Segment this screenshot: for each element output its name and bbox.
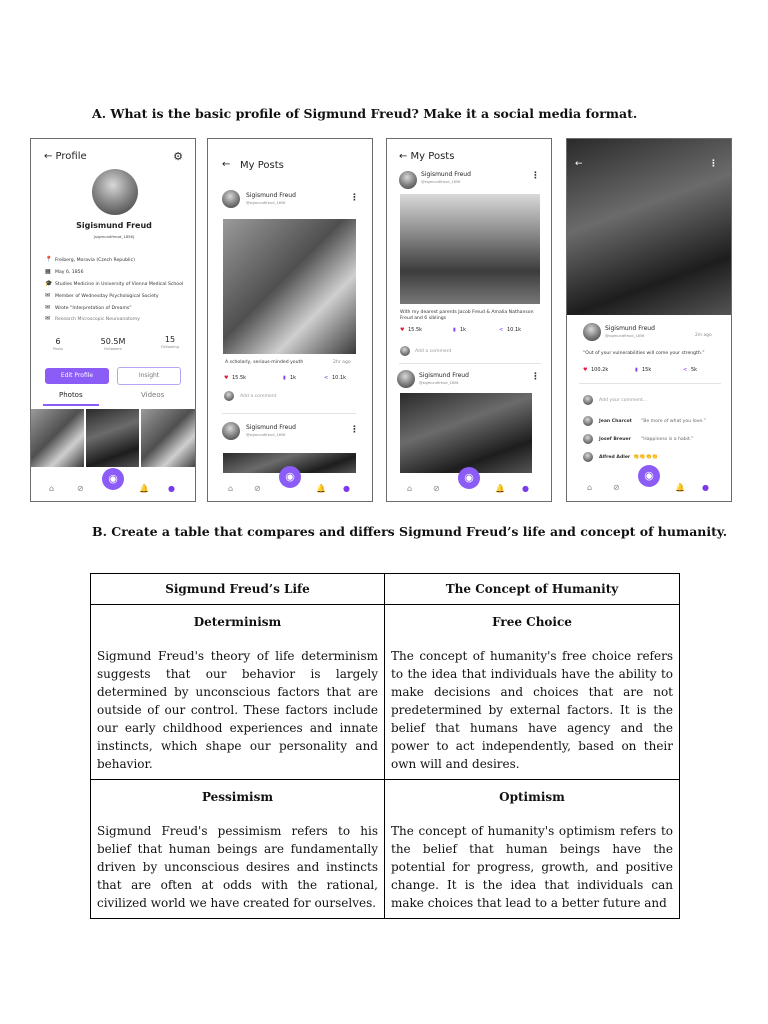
user-icon[interactable]: ● — [168, 484, 175, 493]
posts-title: My Posts — [240, 160, 284, 171]
post-handle: @sigmundfreud_1856 — [421, 180, 461, 184]
divider — [222, 413, 356, 414]
post-handle: @sigmundfreud_1856 — [246, 433, 286, 437]
more-vert-icon[interactable]: ⋮ — [350, 193, 359, 203]
table-row — [91, 605, 680, 780]
share-icon[interactable]: < — [324, 375, 329, 381]
avatar — [583, 395, 593, 405]
home-icon[interactable]: ⌂ — [407, 484, 413, 493]
gallery-photo[interactable] — [31, 409, 84, 467]
post-quote: “Out of your vulnerabilities will come your strength.” — [583, 351, 705, 356]
table-cell — [91, 780, 385, 919]
table-header-life: Sigmund Freud’s Life — [91, 574, 385, 605]
avatar — [222, 190, 240, 208]
gallery-photo[interactable] — [141, 409, 196, 467]
phone-profile — [30, 138, 196, 502]
info-birthplace: Freiberg, Moravia (Czech Republic) — [55, 258, 135, 263]
cell-text-determinism: Sigmund Freud's theory of life determinism suggests that our behavior is largely determined by unconscious factors that are outside of our control. These factors include our early childhood experiences and innate instincts, which shape our personality and behavior. — [97, 649, 378, 771]
heart-icon[interactable]: ♥ — [400, 327, 405, 333]
like-count: 100.2k — [591, 367, 609, 373]
table-cell — [385, 780, 680, 919]
bookmark-icon[interactable]: ▮ — [453, 327, 456, 333]
save-count: 1k — [460, 327, 467, 333]
more-vert-icon[interactable]: ⋮ — [531, 171, 540, 181]
post-handle: @sigmundfreud_1856 — [605, 334, 645, 338]
insight-button[interactable]: Insight — [117, 367, 181, 385]
table-cell — [385, 605, 680, 780]
avatar — [400, 346, 410, 356]
mail-icon: ✉ — [45, 292, 51, 299]
bell-icon[interactable]: 🔔 — [495, 484, 505, 493]
cell-title-optimism: Optimism — [499, 790, 565, 804]
comment-input[interactable]: Add a comment — [240, 394, 277, 399]
bell-icon[interactable]: 🔔 — [316, 484, 326, 493]
stat-followers-value: 50.5M — [100, 337, 126, 346]
post-author: Sigismund Freud — [605, 325, 655, 332]
post-handle: @sigmundfreud_1856 — [246, 201, 286, 205]
post-handle: @sigmundfreud_1856 — [419, 381, 459, 385]
cell-title-pessimism: Pessimism — [201, 790, 274, 804]
comment-text: “Be more of what you love.” — [641, 419, 707, 424]
user-icon[interactable]: ● — [522, 484, 529, 493]
profile-title: ← Profile — [44, 151, 87, 162]
location-icon: 📍 — [45, 256, 53, 263]
share-count: 5k — [691, 367, 698, 373]
posts-title: ← My Posts — [399, 151, 455, 162]
avatar — [222, 422, 240, 440]
stat-posts-value: 6 — [55, 337, 61, 346]
home-icon[interactable]: ⌂ — [587, 483, 593, 492]
heart-icon[interactable]: ♥ — [224, 375, 229, 381]
avatar — [397, 370, 415, 388]
question-a: A. What is the basic profile of Sigmund Freud? Make it a social media format. — [92, 106, 638, 121]
compass-icon[interactable]: ⊘ — [433, 484, 440, 493]
table-header-humanity: The Concept of Humanity — [385, 574, 680, 605]
gallery-photo[interactable] — [86, 409, 139, 467]
phone-my-posts — [207, 138, 373, 502]
phone-post-detail — [566, 138, 732, 502]
camera-icon[interactable]: ◉ — [102, 468, 124, 490]
tab-photos[interactable]: Photos — [59, 391, 83, 399]
share-icon[interactable]: < — [683, 367, 688, 373]
camera-icon[interactable]: ◉ — [458, 467, 480, 489]
post-caption: A scholarly, serious-minded youth — [225, 360, 304, 365]
post-time: 2m ago — [695, 333, 712, 338]
post-author: Sigismund Freud — [421, 171, 471, 178]
stat-followers — [93, 337, 133, 351]
tab-indicator — [43, 404, 99, 406]
save-count: 15k — [642, 367, 652, 373]
camera-icon[interactable]: ◉ — [638, 465, 660, 487]
post-image[interactable] — [400, 194, 540, 304]
comment-author: Josef Breuer — [599, 437, 631, 442]
info-member: Member of Wednesday Psychological Society — [55, 294, 159, 299]
bookmark-icon[interactable]: ▮ — [635, 367, 638, 373]
mail-icon: ✉ — [45, 315, 51, 322]
cell-text-free-choice: The concept of humanity's free choice refers to the idea that individuals have the ability to make decisions and choices that are not predetermined by external factors. It is the belief that humans have agency and the power to act independently, based on their own will and desires. — [391, 649, 673, 771]
cell-text-pessimism: Sigmund Freud's pessimism refers to his belief that human beings are fundamentally driven by unconscious desires and instincts that are often at odds with the rational, civilized world we have created for ourselves. — [97, 824, 378, 910]
calendar-icon: ▦ — [45, 268, 51, 275]
bookmark-icon[interactable]: ▮ — [283, 375, 286, 381]
stat-posts — [43, 337, 73, 351]
info-studies: Studies Medicine in University of Vienna Medical School — [55, 282, 184, 287]
info-research: Research Microscopic Neuroanatomy — [55, 317, 140, 322]
user-icon[interactable]: ● — [702, 483, 709, 492]
avatar — [399, 171, 417, 189]
post-image[interactable] — [400, 393, 532, 473]
like-count: 15.5k — [232, 375, 247, 381]
compass-icon[interactable]: ⊘ — [254, 484, 261, 493]
stat-following-label: Following — [161, 344, 179, 349]
cell-text-optimism: The concept of humanity's optimism refers to the belief that human beings have the potential for progress, growth, and positive change. It is the idea that individuals can make choices that lead to a better future and — [391, 824, 673, 910]
avatar — [583, 323, 601, 341]
comment-input[interactable]: Add a comment — [415, 349, 452, 354]
like-count: 15.5k — [408, 327, 423, 333]
divider — [399, 363, 541, 364]
more-vert-icon[interactable]: ⋮ — [531, 372, 540, 382]
stat-following — [155, 335, 185, 349]
share-icon[interactable]: < — [499, 327, 504, 333]
comment-text: 👏👏👏👏 — [633, 454, 658, 460]
edit-profile-button[interactable]: Edit Profile — [45, 368, 109, 384]
compass-icon[interactable]: ⊘ — [77, 484, 84, 493]
profile-name: Sigismund Freud — [76, 221, 152, 230]
divider — [579, 383, 721, 384]
post-author: Sigismund Freud — [246, 192, 296, 199]
save-count: 1k — [290, 375, 297, 381]
more-vert-icon[interactable]: ⋮ — [709, 159, 718, 169]
bell-icon[interactable]: 🔔 — [675, 483, 685, 492]
cell-title-determinism: Determinism — [193, 615, 282, 629]
comment-input[interactable]: Add your comment... — [599, 398, 648, 403]
more-vert-icon[interactable]: ⋮ — [350, 425, 359, 435]
share-count: 10.1k — [332, 375, 347, 381]
gear-icon[interactable]: ⚙ — [173, 150, 183, 163]
info-birthdate: May 6, 1856 — [55, 270, 84, 275]
comparison-table — [90, 573, 680, 919]
back-arrow-icon[interactable]: ← — [222, 159, 231, 170]
heart-icon[interactable]: ♥ — [583, 367, 588, 373]
post-image[interactable] — [223, 219, 356, 354]
question-b: B. Create a table that compares and differs Sigmund Freud’s life and concept of humanity. — [92, 524, 728, 539]
post-author: Sigismund Freud — [246, 424, 296, 431]
stat-posts-label: Posts — [53, 346, 63, 351]
user-icon[interactable]: ● — [343, 484, 350, 493]
camera-icon[interactable]: ◉ — [279, 466, 301, 488]
stat-following-value: 15 — [164, 335, 176, 344]
comment-author: Jean Charcot — [599, 419, 632, 424]
post-time: 2hr ago — [333, 360, 351, 365]
avatar — [583, 452, 593, 462]
compass-icon[interactable]: ⊘ — [613, 483, 620, 492]
stat-followers-label: Followers — [104, 346, 122, 351]
bell-icon[interactable]: 🔔 — [139, 484, 149, 493]
graduation-icon: 🎓 — [45, 280, 53, 287]
home-icon[interactable]: ⌂ — [228, 484, 234, 493]
info-wrote: Wrote “Interpretation of Dreams” — [55, 306, 132, 311]
comment-text: “Happiness is a habit.” — [641, 437, 694, 442]
profile-avatar — [92, 169, 138, 215]
avatar — [583, 434, 593, 444]
comment-author: Alfred Adler — [599, 455, 631, 460]
cell-title-free-choice: Free Choice — [492, 615, 572, 629]
post-author: Sigismund Freud — [419, 372, 469, 379]
avatar — [224, 391, 234, 401]
profile-handle: [sigmundfreud_1856] — [93, 234, 135, 239]
phone-my-posts-family — [386, 138, 552, 502]
home-icon[interactable]: ⌂ — [49, 484, 55, 493]
share-count: 10.1k — [507, 327, 522, 333]
mail-icon: ✉ — [45, 304, 51, 311]
tab-videos[interactable]: Videos — [141, 391, 165, 399]
avatar — [583, 416, 593, 426]
table-cell — [91, 605, 385, 780]
table-row — [91, 780, 680, 919]
post-image[interactable] — [567, 139, 732, 315]
back-arrow-icon[interactable]: ← — [575, 159, 583, 169]
post-caption: With my dearest parents Jacob Freud & Amalia Nathanson Freud and 6 siblings — [400, 310, 534, 321]
